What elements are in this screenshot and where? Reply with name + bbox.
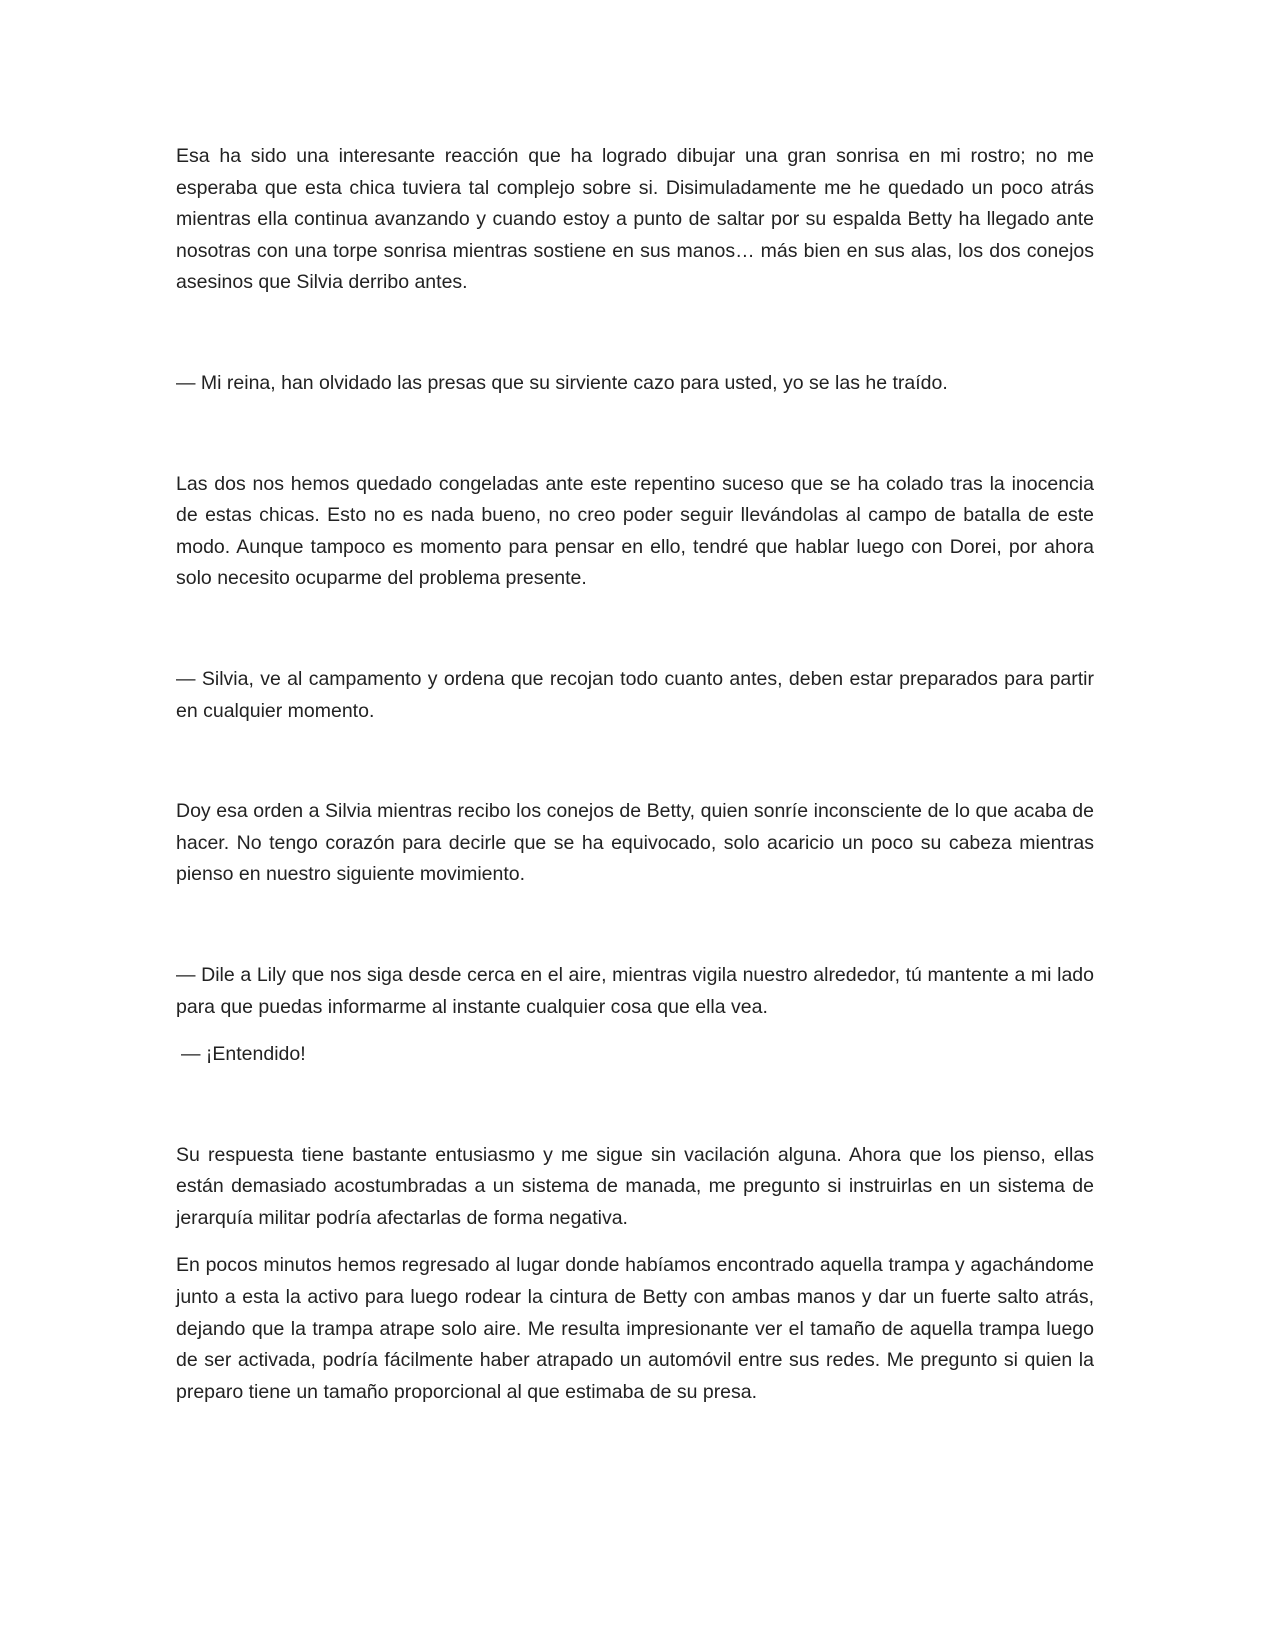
paragraph: Doy esa orden a Silvia mientras recibo los conejos de Betty, quien sonríe inconsciente de lo que acaba de hacer. No tengo corazón para decirle que se ha equivocado, solo acaricio un poco su cabeza mientras pienso en nuestro siguiente movimiento. xyxy=(176,800,1094,886)
spacer xyxy=(176,891,1094,960)
dialogue-line: — Mi reina, han olvidado las presas que su sirviente cazo para usted, yo se las he traído. xyxy=(176,371,948,394)
dialogue-line: — Dile a Lily que nos siga desde cerca en el aire, mientras vigila nuestro alrededor, tú mantente a mi lado para que puedas informarme al instante cualquier cosa que ella vea. xyxy=(176,963,1094,1018)
spacer xyxy=(176,1071,1094,1140)
spacer xyxy=(176,1234,1094,1250)
dialogue-line: — ¡Entendido! xyxy=(181,1043,306,1066)
paragraph: Esa ha sido una interesante reacción que ha logrado dibujar una gran sonrisa en mi rostro; no me esperaba que esta chica tuviera tal complejo sobre si. Disimuladamente me he quedado un poco atrás mientras ella continua avanzando y cuando estoy a punto de saltar por su espalda Betty ha llegado ante nosotras con una torpe sonrisa mientras sostiene en sus manos… más bien en sus alas, los dos conejos asesinos que Silvia derribo antes. xyxy=(176,145,1094,294)
spacer xyxy=(176,595,1094,664)
dialogue-line: — Silvia, ve al campamento y ordena que recojan todo cuanto antes, deben estar preparados para partir en cualquier momento. xyxy=(176,667,1094,722)
document-body xyxy=(176,141,1094,1408)
spacer xyxy=(176,1023,1094,1039)
spacer xyxy=(176,400,1094,469)
spacer xyxy=(176,299,1094,368)
paragraph: En pocos minutos hemos regresado al lugar donde habíamos encontrado aquella trampa y agachándome junto a esta la activo para luego rodear la cintura de Betty con ambas manos y dar un fuerte salto atrás, dejando que la trampa atrape solo aire. Me resulta impresionante ver el tamaño de aquella trampa luego de ser activada, podría fácilmente haber atrapado un automóvil entre sus redes. Me pregunto si quien la preparo tiene un tamaño proporcional al que estimaba de su presa. xyxy=(176,1254,1094,1403)
spacer xyxy=(176,727,1094,796)
paragraph: Las dos nos hemos quedado congeladas ante este repentino suceso que se ha colado tras la inocencia de estas chicas. Esto no es nada bueno, no creo poder seguir llevándolas al campo de batalla de este modo. Aunque tampoco es momento para pensar en ello, tendré que hablar luego con Dorei, por ahora solo necesito ocuparme del problema presente. xyxy=(176,472,1094,590)
paragraph: Su respuesta tiene bastante entusiasmo y me sigue sin vacilación alguna. Ahora que los pienso, ellas están demasiado acostumbradas a un sistema de manada, me pregunto si instruirlas en un sistema de jerarquía militar podría afectarlas de forma negativa. xyxy=(176,1143,1094,1229)
